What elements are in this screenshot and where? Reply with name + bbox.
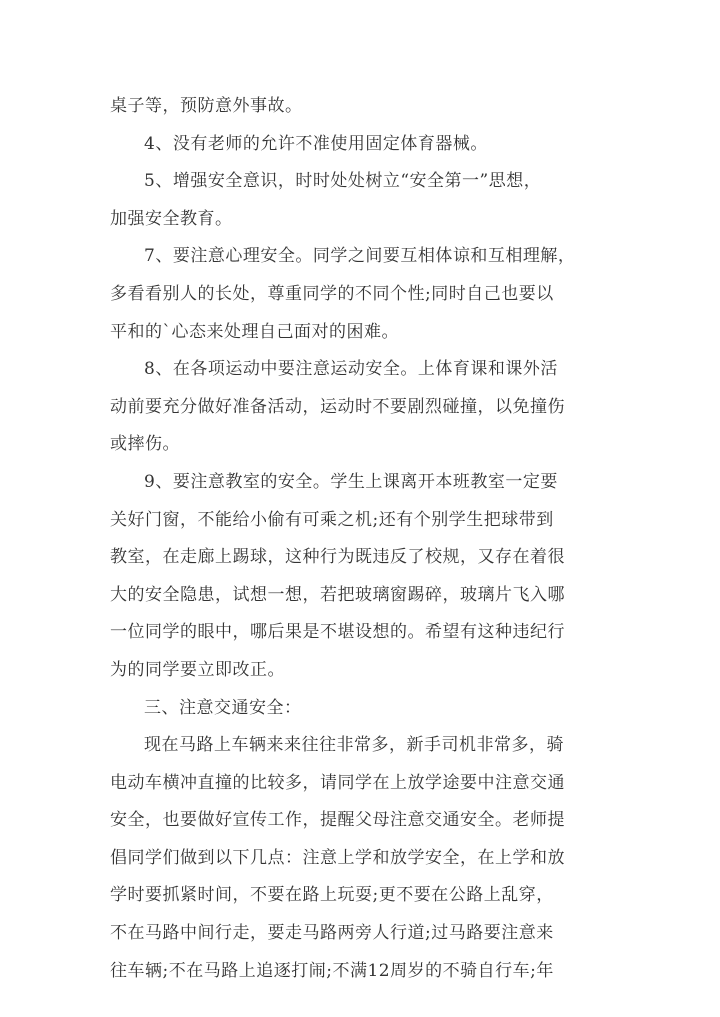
text-line: 不在马路中间行走，要走马路两旁人行道;过马路要注意来 xyxy=(110,923,554,944)
text-line: 一位同学的眼中，哪后果是不堪设想的。希望有这种违纪行 xyxy=(110,622,565,643)
text-line: 动前要充分做好准备活动，运动时不要剧烈碰撞，以免撞伤 xyxy=(110,396,565,417)
text-line: 倡同学们做到以下几点：注意上学和放学安全，在上学和放 xyxy=(110,847,565,868)
text-line: 学时要抓紧时间，不要在路上玩耍;更不要在公路上乱穿， xyxy=(110,885,554,906)
text-line: 教室，在走廊上踢球，这种行为既违反了校规，又存在着很 xyxy=(110,547,565,568)
text-line: 电动车横冲直撞的比较多，请同学在上放学途要中注意交通 xyxy=(110,772,565,793)
text-line: 安全，也要做好宣传工作，提醒父母注意交通安全。老师提 xyxy=(110,810,565,831)
section-heading: 三、注意交通安全： xyxy=(144,697,302,718)
text-line: 桌子等，预防意外事故。 xyxy=(110,96,303,116)
text-line: 或摔伤。 xyxy=(110,434,180,455)
text-line: 现在马路上车辆来来往往非常多，新手司机非常多，骑 xyxy=(144,735,564,756)
text-line: 加强安全教育。 xyxy=(110,208,233,229)
text-line: 4、没有老师的允许不准使用固定体育器械。 xyxy=(144,133,488,154)
text-line: 9、要注意教室的安全。学生上课离开本班教室一定要 xyxy=(144,471,558,492)
text-line: 多看看别人的长处，尊重同学的不同个性;同时自己也要以 xyxy=(110,283,554,304)
text-line: 平和的`心态来处理自己面对的困难。 xyxy=(110,321,399,342)
text-line: 关好门窗，不能给小偷有可乘之机;还有个别学生把球带到 xyxy=(110,509,554,530)
text-line: 7、要注意心理安全。同学之间要互相体谅和互相理解， xyxy=(144,246,576,267)
text-line: 5、增强安全意识，时时处处树立“安全第一”思想， xyxy=(144,171,542,192)
text-line: 为的同学要立即改正。 xyxy=(110,659,285,680)
text-line: 往车辆;不在马路上追逐打闹;不满12周岁的不骑自行车;年 xyxy=(110,960,554,981)
text-line: 大的安全隐患，试想一想，若把玻璃窗踢碎，玻璃片飞入哪 xyxy=(110,584,565,605)
text-line: 8、在各项运动中要注意运动安全。上体育课和课外活 xyxy=(144,359,558,380)
document-body xyxy=(110,88,610,990)
